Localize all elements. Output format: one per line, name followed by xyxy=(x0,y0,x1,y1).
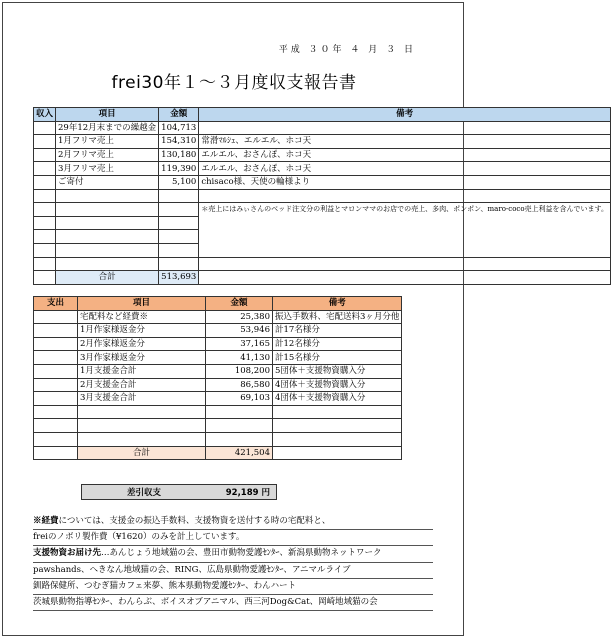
income-remarks: エルエル、おさんぽ、ホコ天 xyxy=(199,162,611,176)
expense-remarks-header: 備考 xyxy=(273,297,402,311)
income-item: 29年12月末までの繰越金 xyxy=(56,121,159,135)
income-item: 2月フリマ売上 xyxy=(56,148,159,162)
income-remarks: chisaco様、天使の輪様より xyxy=(199,175,611,189)
table-row xyxy=(34,121,611,135)
income-amount: 130,180 xyxy=(159,148,199,162)
income-amount: 119,390 xyxy=(159,162,199,176)
income-total-row xyxy=(34,271,611,285)
balance-value: 92,189 円 xyxy=(225,488,270,498)
expense-note-text: については、支援金の振込手数料、支援物資を送付する時の宅配料と、 xyxy=(58,516,331,526)
table-row xyxy=(34,310,402,324)
expense-header-row xyxy=(34,297,402,311)
table-row xyxy=(34,148,611,162)
expense-amount: 69,103 xyxy=(206,392,273,406)
income-amount: 154,310 xyxy=(159,135,199,149)
expense-remarks: 計12名様分 xyxy=(273,337,402,351)
report-date: 平成 ３０年 ４ 月 ３ 日 xyxy=(278,45,416,55)
expense-total-row xyxy=(34,446,402,460)
balance-label: 差引収支 xyxy=(127,488,162,498)
table-row xyxy=(34,405,402,419)
table-row xyxy=(34,378,402,392)
table-row xyxy=(34,337,402,351)
expense-total-value: 421,504 xyxy=(206,446,273,460)
income-amount: 104,713 xyxy=(159,121,199,135)
table-row xyxy=(34,392,402,406)
expense-table xyxy=(33,296,402,460)
expense-total-label: 合計 xyxy=(78,446,206,460)
expense-remarks: 計17名様分 xyxy=(273,324,402,338)
table-row xyxy=(34,162,611,176)
footer-line xyxy=(33,514,433,530)
expense-amount: 41,130 xyxy=(206,351,273,365)
table-row xyxy=(34,364,402,378)
expense-amount-header: 金額 xyxy=(206,297,273,311)
expense-item: 宅配料など経費※ xyxy=(78,310,206,324)
expense-item: 2月支援金合計 xyxy=(78,378,206,392)
income-total-value: 513,693 xyxy=(159,271,199,285)
income-item: ご寄付 xyxy=(56,175,159,189)
expense-remarks: 計15名様分 xyxy=(273,351,402,365)
income-item: 3月フリマ売上 xyxy=(56,162,159,176)
footer-line: pawshands、へきなん地域猫の会、RING、広島県動物愛護ｾﾝﾀｰ、アニマルライブ xyxy=(33,563,433,579)
expense-item: 1月作家様返金分 xyxy=(78,324,206,338)
income-amount: 5,100 xyxy=(159,175,199,189)
table-row xyxy=(34,432,402,446)
income-remarks: エルエル、おさんぽ、ホコ天 xyxy=(199,148,611,162)
table-row xyxy=(34,189,611,203)
expense-item: 2月作家様返金分 xyxy=(78,337,206,351)
expense-item-header: 項目 xyxy=(78,297,206,311)
expense-item: 3月作家様返金分 xyxy=(78,351,206,365)
expense-section-label: 支出 xyxy=(34,297,78,311)
income-note: ＊売上にはみぃさんのベッド注文分の利益とマロンママのお店での売上、多肉、ポンポン、maro-coco売上利益を含んでいます。 xyxy=(199,203,611,257)
expense-remarks: 5団体＋支援物資購入分 xyxy=(273,364,402,378)
delivery-text: …あんじょう地域猫の会、豊田市動物愛護ｾﾝﾀｰ、新潟県動物ネットワーク xyxy=(101,548,382,559)
expense-remarks: 4団体＋支援物資購入分 xyxy=(273,392,402,406)
expense-item: 1月支援金合計 xyxy=(78,364,206,378)
expense-remarks: 振込手数料、宅配送料3ヶ月分他 xyxy=(273,310,402,324)
income-amount-header: 金額 xyxy=(159,108,199,122)
expense-amount: 108,200 xyxy=(206,364,273,378)
expense-amount: 37,165 xyxy=(206,337,273,351)
table-row xyxy=(34,203,611,217)
table-row xyxy=(34,351,402,365)
table-row xyxy=(34,135,611,149)
income-item: 1月フリマ売上 xyxy=(56,135,159,149)
income-item-header: 項目 xyxy=(56,108,159,122)
expense-amount: 25,380 xyxy=(206,310,273,324)
table-row xyxy=(34,175,611,189)
expense-remarks: 4団体＋支援物資購入分 xyxy=(273,378,402,392)
table-row xyxy=(34,419,402,433)
footer-notes xyxy=(33,514,433,611)
footer-line: 釧路保健所、つむぎ猫カフェ来夢、熊本県動物愛護ｾﾝﾀｰ、わんハート xyxy=(33,579,433,595)
footer-line: 茨城県動物指導ｾﾝﾀｰ、わんらぶ、ボイスオブアニマル、西三河Dog&Cat、岡崎地域猫の会 xyxy=(33,595,433,611)
expense-amount: 86,580 xyxy=(206,378,273,392)
income-header-row xyxy=(34,108,611,122)
delivery-label: 支援物資お届け先 xyxy=(33,548,102,559)
expense-note-label: ※経費 xyxy=(33,516,59,526)
income-remarks: 常滑ﾏﾙｼｪ、エルエル、ホコ天 xyxy=(199,135,611,149)
table-row xyxy=(34,257,611,271)
income-total-label: 合計 xyxy=(56,271,159,285)
footer-line xyxy=(33,546,433,562)
report-title: frei30年１～３月度収支報告書 xyxy=(111,73,357,93)
footer-line: freiのノボリ製作費（¥1620）のみを計上しています。 xyxy=(33,530,433,546)
income-remarks-header: 備考 xyxy=(199,108,611,122)
income-remarks xyxy=(199,121,611,135)
balance-box xyxy=(81,484,277,500)
income-section-label: 収入 xyxy=(34,108,56,122)
table-row xyxy=(34,324,402,338)
expense-amount: 53,946 xyxy=(206,324,273,338)
income-table xyxy=(33,107,611,285)
expense-item: 3月支援金合計 xyxy=(78,392,206,406)
